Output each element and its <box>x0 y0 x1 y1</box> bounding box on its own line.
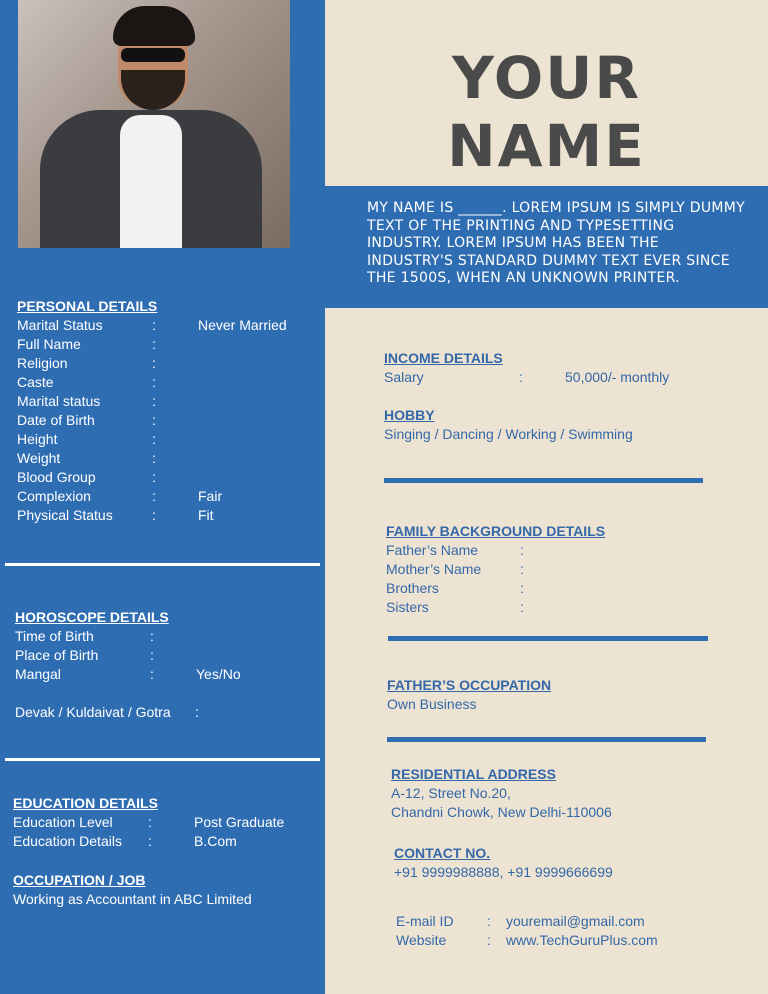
name-line-1: YOUR <box>452 44 641 112</box>
email-label: E-mail ID <box>396 913 454 929</box>
address-line-1: A-12, Street No.20, <box>391 785 511 801</box>
website-label: Website <box>396 932 447 948</box>
colon: : <box>487 913 491 929</box>
income-value: 50,000/- monthly <box>565 369 670 385</box>
family-label: Mother’s Name <box>386 561 482 577</box>
intro-box <box>325 186 768 308</box>
income-heading: INCOME DETAILS <box>384 350 503 366</box>
education-label: Education Level <box>13 814 113 830</box>
colon: : <box>148 814 152 830</box>
personal-label: Height <box>17 431 58 447</box>
income-label: Salary <box>384 369 424 385</box>
colon: : <box>152 393 156 409</box>
personal-label: Physical Status <box>17 507 113 523</box>
father-occupation-heading: FATHER’S OCCUPATION <box>387 677 552 693</box>
divider <box>388 636 708 641</box>
horoscope-value: Yes/No <box>196 666 241 682</box>
colon: : <box>148 833 152 849</box>
hobby-heading: HOBBY <box>384 407 435 423</box>
name-line-2: NAME <box>447 112 646 180</box>
colon: : <box>152 450 156 466</box>
colon: : <box>152 317 156 333</box>
horoscope-label: Mangal <box>15 666 61 682</box>
website-link[interactable]: www.TechGuruPlus.com <box>506 932 658 948</box>
colon: : <box>520 561 524 577</box>
personal-label: Religion <box>17 355 68 371</box>
colon: : <box>152 431 156 447</box>
personal-label: Date of Birth <box>17 412 95 428</box>
personal-label: Complexion <box>17 488 91 504</box>
personal-label: Blood Group <box>17 469 96 485</box>
colon: : <box>520 542 524 558</box>
name-header <box>325 0 768 186</box>
personal-value: Never Married <box>198 317 287 333</box>
colon: : <box>520 599 524 615</box>
personal-label: Marital status <box>17 393 101 409</box>
colon: : <box>152 412 156 428</box>
contact-heading: CONTACT NO. <box>394 845 491 861</box>
divider <box>387 737 706 742</box>
address-heading: RESIDENTIAL ADDRESS <box>391 766 556 782</box>
colon: : <box>150 647 154 663</box>
email-link[interactable]: youremail@gmail.com <box>506 913 645 929</box>
occupation-heading: OCCUPATION / JOB <box>13 872 146 888</box>
colon: : <box>152 336 156 352</box>
personal-label: Marital Status <box>17 317 103 333</box>
contact-phones: +91 9999988888, +91 9999666699 <box>394 864 613 880</box>
colon: : <box>150 628 154 644</box>
education-label: Education Details <box>13 833 122 849</box>
hobby-text: Singing / Dancing / Working / Swimming <box>384 426 633 442</box>
father-occupation-text: Own Business <box>387 696 477 712</box>
horoscope-label: Place of Birth <box>15 647 99 663</box>
colon: : <box>152 469 156 485</box>
divider <box>384 478 703 483</box>
colon: : <box>152 507 156 523</box>
colon: : <box>152 355 156 371</box>
personal-heading: PERSONAL DETAILS <box>17 298 158 314</box>
colon: : <box>150 666 154 682</box>
profile-photo <box>18 0 290 248</box>
education-heading: EDUCATION DETAILS <box>13 795 158 811</box>
family-label: Father’s Name <box>386 542 479 558</box>
horoscope-label: Time of Birth <box>15 628 94 644</box>
colon: : <box>487 932 491 948</box>
family-heading: FAMILY BACKGROUND DETAILS <box>386 523 606 539</box>
personal-value: Fit <box>198 507 214 523</box>
personal-label: Weight <box>17 450 61 466</box>
occupation-text: Working as Accountant in ABC Limited <box>13 891 252 907</box>
personal-label: Full Name <box>17 336 81 352</box>
colon: : <box>152 488 156 504</box>
family-label: Sisters <box>386 599 429 615</box>
family-label: Brothers <box>386 580 439 596</box>
horoscope-heading: HOROSCOPE DETAILS <box>15 609 169 625</box>
colon: : <box>195 704 199 720</box>
intro-text: MY NAME IS ______. LOREM IPSUM IS SIMPLY DUMMY TEXT OF THE PRINTING AND TYPESETTING INDUSTRY. LOREM IPSUM HAS BEEN THE INDUSTRY'S STANDARD DUMMY TEXT EVER SINCE THE 1500S, WHEN AN UNKNOWN PRINTER. <box>367 200 746 286</box>
gotra-label: Devak / Kuldaivat / Gotra <box>15 704 171 720</box>
divider <box>5 758 320 761</box>
personal-value: Fair <box>198 488 223 504</box>
colon: : <box>519 369 523 385</box>
colon: : <box>152 374 156 390</box>
divider <box>5 563 320 566</box>
education-value: Post Graduate <box>194 814 285 830</box>
education-value: B.Com <box>194 833 237 849</box>
personal-label: Caste <box>17 374 54 390</box>
colon: : <box>520 580 524 596</box>
address-line-2: Chandni Chowk, New Delhi-110006 <box>391 804 612 820</box>
